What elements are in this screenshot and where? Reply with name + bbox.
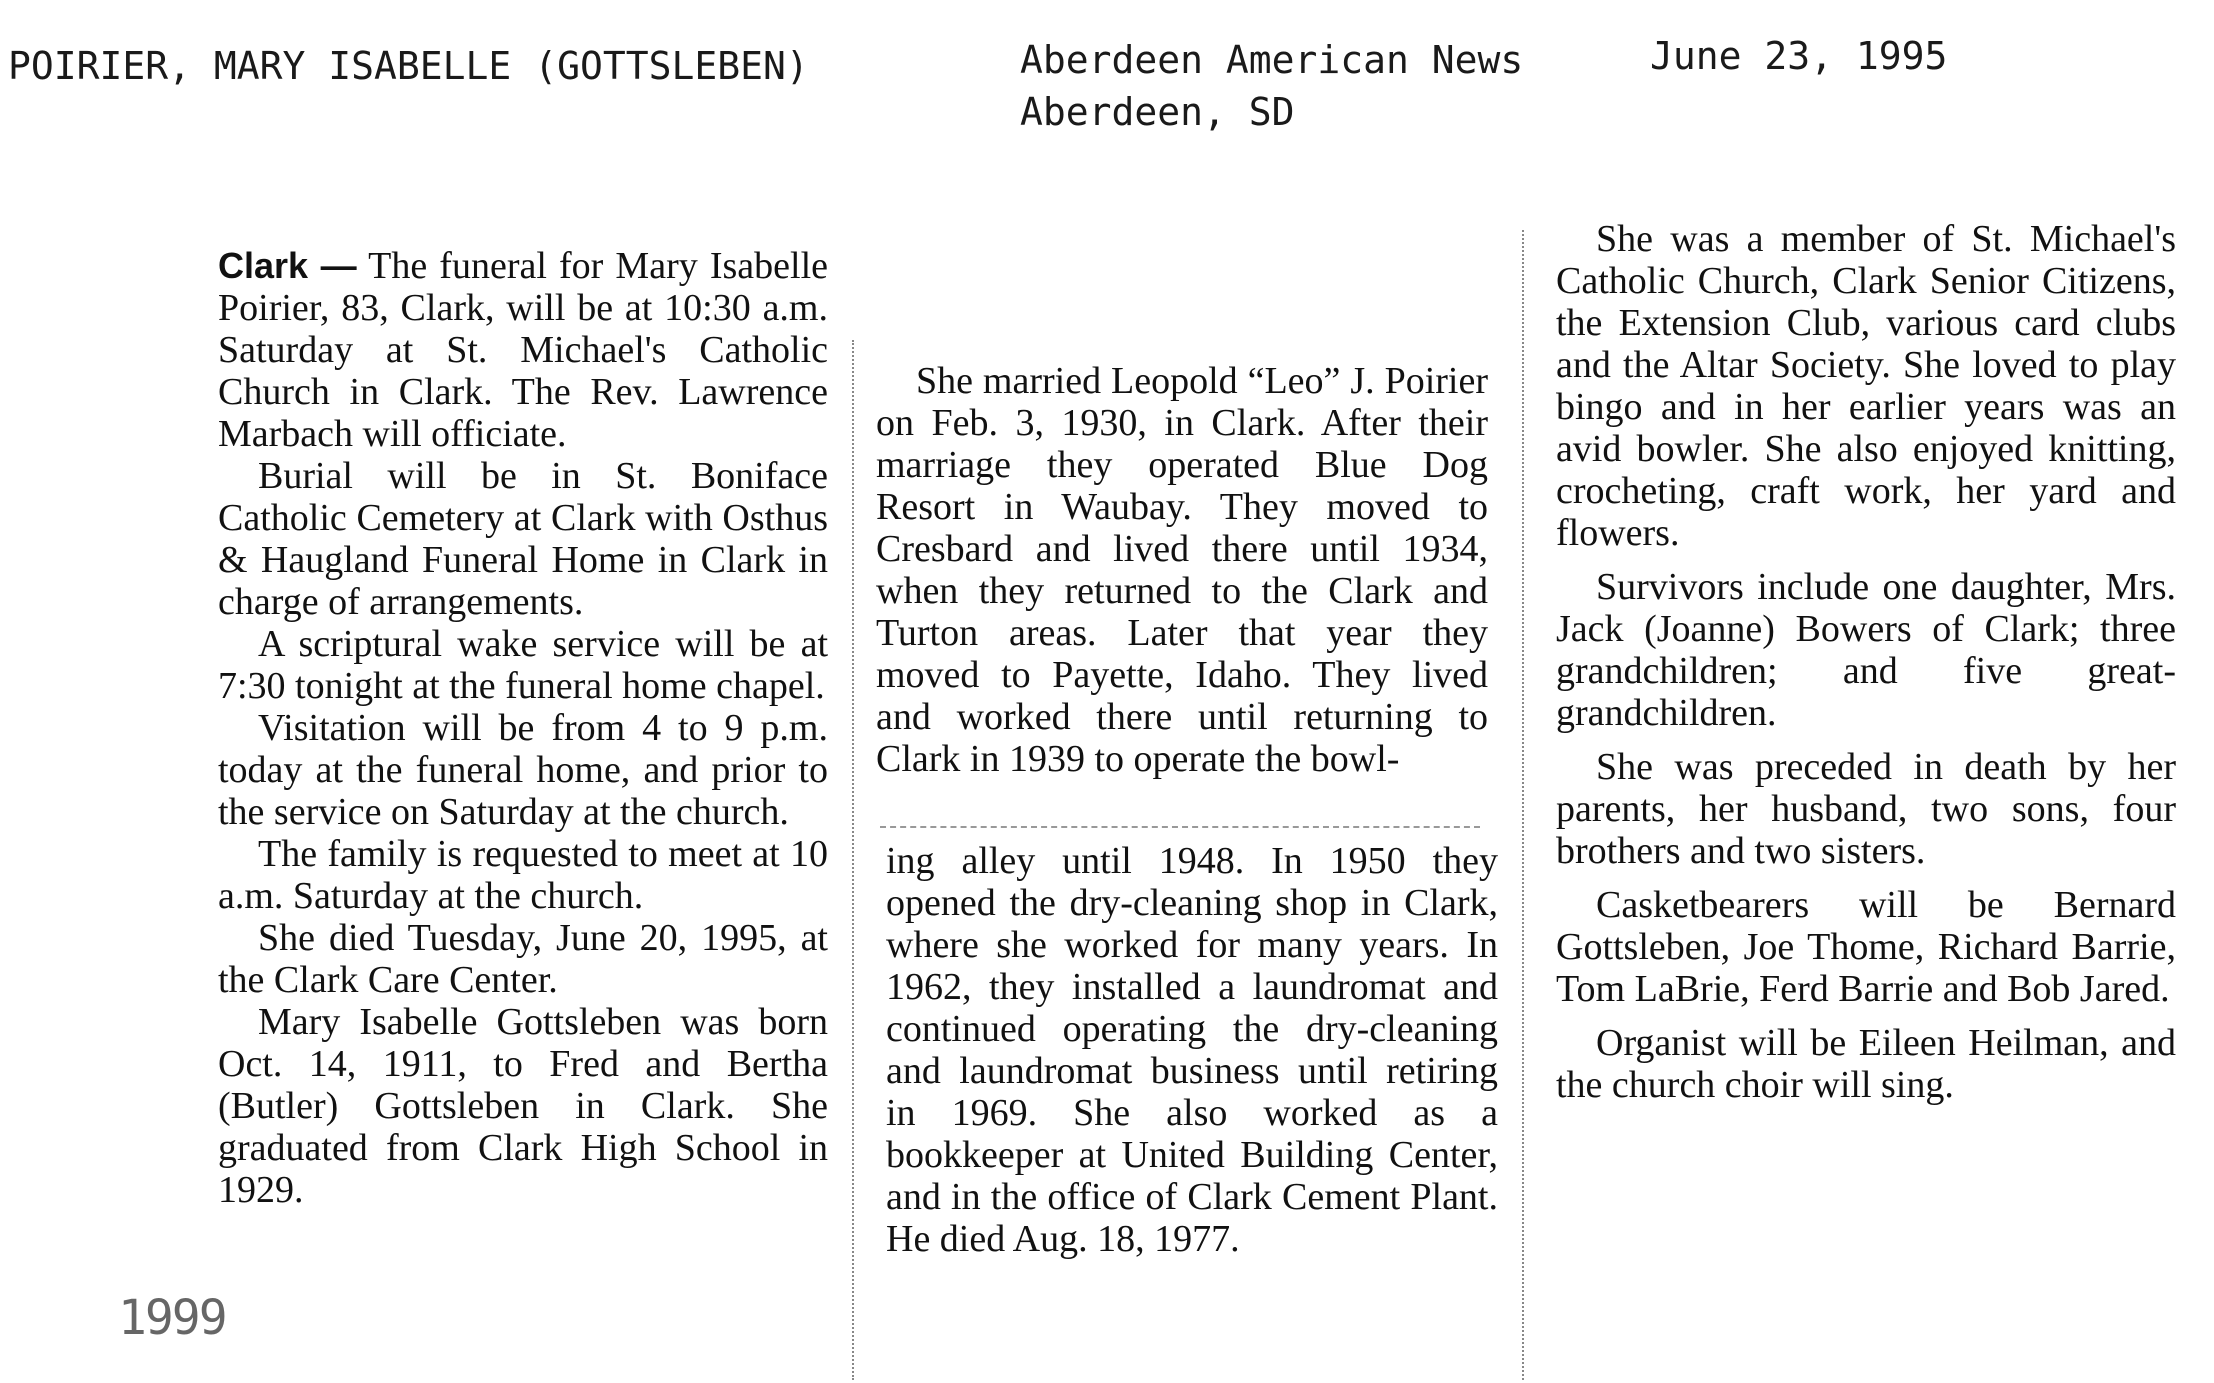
article-paragraph: A scriptural wake service will be at 7:30 tonight at the funeral home chapel. [218, 623, 828, 707]
article-paragraph: Visitation will be from 4 to 9 p.m. today at the funeral home, and prior to the service on Saturday at the church. [218, 707, 828, 833]
article-paragraph: She died Tuesday, June 20, 1995, at the Clark Care Center. [218, 917, 828, 1001]
article-paragraph: Casketbearers will be Bernard Gottsleben, Joe Thome, Richard Barrie, Tom LaBrie, Ferd Barrie and Bob Jared. [1556, 884, 2176, 1010]
clipping-divider [880, 826, 1480, 828]
article-column-3 [1556, 218, 2176, 1118]
article-paragraph: Burial will be in St. Boniface Catholic Cemetery at Clark with Osthus & Haugland Funeral Home in Clark in charge of arrangements. [218, 455, 828, 623]
article-paragraph: Mary Isabelle Gottsleben was born Oct. 14, 1911, to Fred and Bertha (Butler) Gottsleben in Clark. She graduated from Clark High School in 1929. [218, 1001, 828, 1211]
article-paragraph: She was preceded in death by her parents, her husband, two sons, four brothers and two sisters. [1556, 746, 2176, 872]
article-column-2-bottom [886, 840, 1498, 1260]
article-paragraph: The family is requested to meet at 10 a.m. Saturday at the church. [218, 833, 828, 917]
obituary-name: POIRIER, MARY ISABELLE (GOTTSLEBEN) [8, 44, 809, 88]
article-column-1 [218, 245, 828, 1211]
article-paragraph: She was a member of St. Michael's Catholic Church, Clark Senior Citizens, the Extension Club, various card clubs and the Altar Society. She loved to play bingo and in her earlier years was an avid bowler. She also enjoyed knitting, crocheting, craft work, her yard and flowers. [1556, 218, 2176, 554]
dateline: Clark — [218, 245, 357, 286]
column-rule [852, 340, 854, 1380]
article-paragraph: Survivors include one daughter, Mrs. Jack (Joanne) Bowers of Clark; three grandchildren; and five great-grandchildren. [1556, 566, 2176, 734]
newspaper-name: Aberdeen American News [1020, 38, 1524, 82]
archive-stamp: 1999 [118, 1290, 226, 1346]
column-rule [1522, 230, 1524, 1380]
article-paragraph: Organist will be Eileen Heilman, and the church choir will sing. [1556, 1022, 2176, 1106]
publication-date: June 23, 1995 [1650, 34, 1948, 78]
article-paragraph: Clark — The funeral for Mary Isabelle Poirier, 83, Clark, will be at 10:30 a.m. Saturday at St. Michael's Catholic Church in Clark. The Rev. Lawrence Marbach will officiate. [218, 245, 828, 455]
article-paragraph: ing alley until 1948. In 1950 they opened the dry-cleaning shop in Clark, where she worked for many years. In 1962, they installed a laundromat and continued operating the dry-cleaning and laundromat business until retiring in 1969. She also worked as a bookkeeper at United Building Center, and in the office of Clark Cement Plant. He died Aug. 18, 1977. [886, 840, 1498, 1260]
article-paragraph: She married Leopold “Leo” J. Poirier on Feb. 3, 1930, in Clark. After their marriage they operated Blue Dog Resort in Waubay. They moved to Cresbard and lived there until 1934, when they returned to the Clark and Turton areas. Later that year they moved to Payette, Idaho. They lived and worked there until returning to Clark in 1939 to operate the bowl- [876, 360, 1488, 780]
article-column-2-top [876, 360, 1488, 780]
newspaper-city: Aberdeen, SD [1020, 90, 1295, 134]
